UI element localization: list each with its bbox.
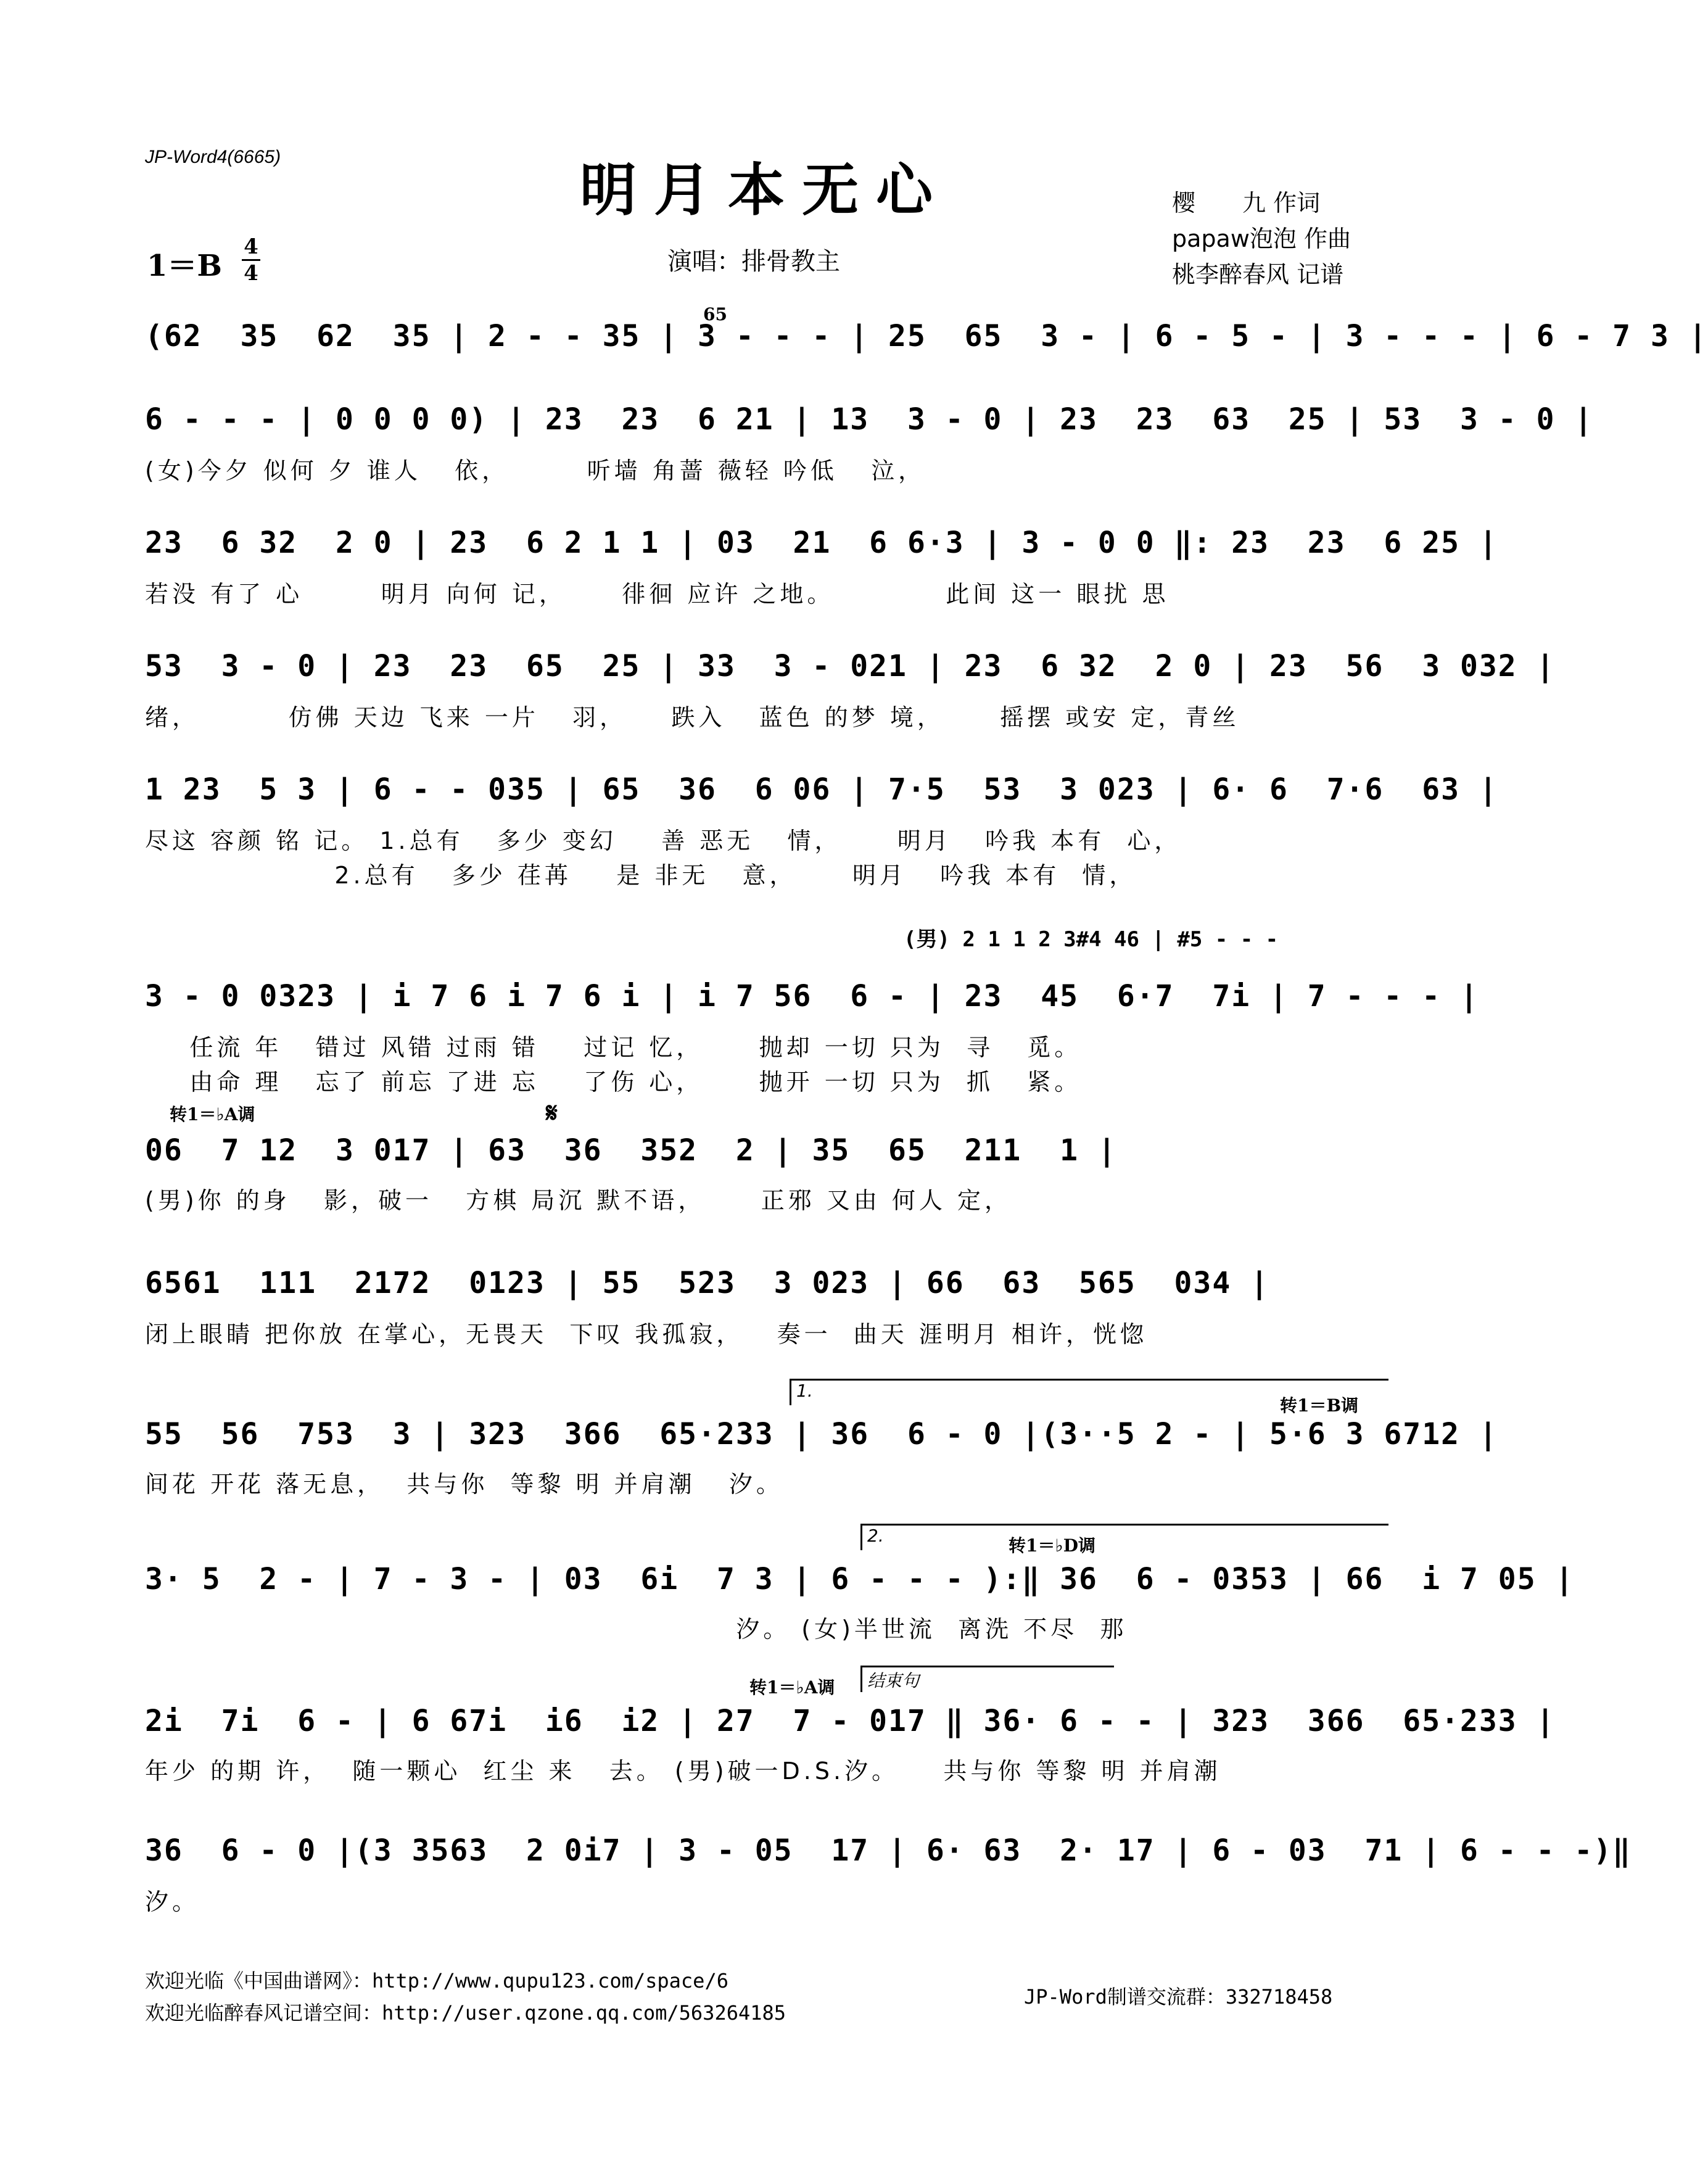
staff-system-7: [145, 1097, 1385, 1224]
notation-line: 6 - - - | 0 0 0 0) | 23 23 6 21 | 13 3 - 0 | 23 23 63 25 | 53 3 - 0 |: [145, 402, 1594, 437]
modulation-annotation: 转1＝♭A调: [749, 1677, 835, 1698]
modulation-annotation: 转1＝♭D调: [1009, 1535, 1095, 1556]
notation-line: 36 6 - 0 |(3 3563 2 0i7 | 3 - 05 17 | 6· 63 2· 17 | 6 - 03 71 | 6 - - -)‖: [145, 1833, 1632, 1868]
notation-line: 53 3 - 0 | 23 23 65 25 | 33 3 - 021 | 23 6 32 2 0 | 23 56 3 032 |: [145, 649, 1556, 683]
lyric-line-verse-2: 2.总有 多少 荏苒 是 非无 意， 明月 吟我 本有 情，: [145, 862, 1137, 889]
lyric-line: 汐。: [145, 1888, 200, 1915]
modulation-annotation: 转1＝B调: [1280, 1395, 1359, 1416]
staff-system-11: [145, 1666, 1556, 1789]
lyric-line: 绪， 仿佛 天边 飞来 一片 羽， 跌入 蓝色 的梦 境， 摇摆 或安 定，青丝: [145, 704, 1240, 731]
lyric-line: 间花 开花 落无息， 共与你 等黎 明 并肩潮 汐。: [145, 1471, 783, 1498]
staff-system-10: [145, 1524, 1575, 1647]
staff-system-3: [145, 518, 1498, 617]
singer-credit: 演唱：排骨教主: [667, 247, 840, 276]
coda-bracket: [860, 1666, 1114, 1692]
lyric-line: 若没 有了 心 明月 向何 记， 徘徊 应许 之地。 此间 这一 眼扰 思: [145, 580, 1170, 608]
staff-system-4: [145, 642, 1556, 740]
transcriber-credit: 桃李醉春风 记谱: [1172, 261, 1344, 288]
lyric-line-verse-1: 尽这 容颜 铭 记。 1.总有 多少 变幻 善 恶无 情， 明月 吟我 本有 心，: [145, 827, 1182, 854]
time-numerator: 4: [244, 234, 258, 259]
staff-system-9: [145, 1379, 1498, 1502]
notation-line: 6561 111 2172 0123 | 55 523 3 023 | 66 63 565 034 |: [145, 1266, 1270, 1300]
male-part-annotation: (男) 2 1 1 2 3#4 46 | #5 - - -: [904, 927, 1279, 952]
lyric-line: 汐。 (女)半世流 离洗 不尽 那: [145, 1616, 1128, 1643]
notation-line: 3 - 0 0323 | i 7 6 i 7 6 i | i 7 56 6 - | 23 45 6·7 7i | 7 - - - |: [145, 979, 1479, 1014]
staff-system-1: [145, 304, 1708, 367]
notation-line: 3· 5 2 - | 7 - 3 - | 03 6i 7 3 | 6 - - - ):‖ 36 6 - 0353 | 66 i 7 05 |: [145, 1562, 1575, 1596]
modulation-annotation: 转1＝♭A调: [170, 1104, 255, 1125]
staff-system-2: [145, 395, 1594, 494]
lyric-line: 年少 的期 许， 随一颗心 红尘 来 去。 (男)破一D.S.汐。 共与你 等黎 明 并肩潮: [145, 1757, 1221, 1785]
notation-line: 55 56 753 3 | 323 366 65·233 | 36 6 - 0 |(3··5 2 - | 5·6 3 6712 |: [145, 1417, 1498, 1452]
notation-line: 1 23 5 3 | 6 - - 035 | 65 36 6 06 | 7·5 53 3 023 | 6· 6 7·6 63 |: [145, 772, 1498, 807]
lyric-line: 闭上眼睛 把你放 在掌心，无畏天 下叹 我孤寂， 奏一 曲天 涯明月 相许，恍惚: [145, 1321, 1147, 1348]
credits-block: [1172, 185, 1351, 292]
footer-link-qzone: 欢迎光临醉春风记谱空间：http://user.qzone.qq.com/563264185: [145, 2001, 786, 2025]
volta-label: 1.: [796, 1381, 813, 1401]
time-signature: [242, 236, 260, 284]
notation-line: (62 35 62 35 | 2 - - 35 | 3 - - - | 25 65 3 - | 6 - 5 - | 3 - - - | 6 - 7 3 |: [145, 319, 1708, 353]
key-signature: 1＝B: [147, 249, 222, 283]
software-tag: JP-Word4(6665): [145, 147, 281, 167]
footer-links: [145, 1965, 786, 2029]
lyricist-credit: 樱 九 作词: [1172, 189, 1321, 217]
segno-sign: 𝄋: [546, 1097, 558, 1129]
lyric-line: (男)你 的身 影，破一 方棋 局沉 默不语， 正邪 又由 何人 定，: [145, 1187, 1012, 1214]
lyric-line: (女)今夕 似何 夕 谁人 依， 听墙 角蔷 薇轻 吟低 泣，: [145, 457, 926, 484]
volta-label: 结束句: [867, 1670, 920, 1691]
song-title: 明月本无心: [579, 157, 950, 223]
notation-line: 06 7 12 3 017 | 63 36 352 2 | 35 65 211 1 |: [145, 1133, 1117, 1168]
notation-line: 2i 7i 6 - | 6 67i i6 i2 | 27 7 - 017 ‖ 36· 6 - - | 323 366 65·233 |: [145, 1704, 1556, 1738]
lyric-line-verse-2: 由命 理 忘了 前忘 了进 忘 了伤 心， 抛开 一切 只为 抓 紧。: [145, 1068, 1082, 1096]
staff-system-12: [145, 1826, 1632, 1925]
footer-link-qupu: 欢迎光临《中国曲谱网》：http://www.qupu123.com/space/6: [145, 1969, 728, 1993]
footer-group-info: JP-Word制谱交流群：332718458: [1024, 1985, 1333, 2009]
notation-line: 23 6 32 2 0 | 23 6 2 1 1 | 03 21 6 6·3 | 3 - 0 0 ‖: 23 23 6 25 |: [145, 526, 1498, 560]
composer-credit: papaw泡泡 作曲: [1172, 225, 1351, 252]
time-denominator: 4: [244, 261, 258, 286]
volta-label: 2.: [867, 1526, 884, 1546]
lyric-line-verse-1: 任流 年 错过 风错 过雨 错 过记 忆， 抛却 一切 只为 寻 觅。: [145, 1034, 1082, 1061]
second-ending-bracket: [860, 1524, 1388, 1550]
staff-system-8: [145, 1258, 1385, 1357]
staff-system-6: [145, 922, 1479, 1096]
staff-system-5: [145, 765, 1498, 901]
grace-note-annotation: 65: [703, 304, 727, 324]
